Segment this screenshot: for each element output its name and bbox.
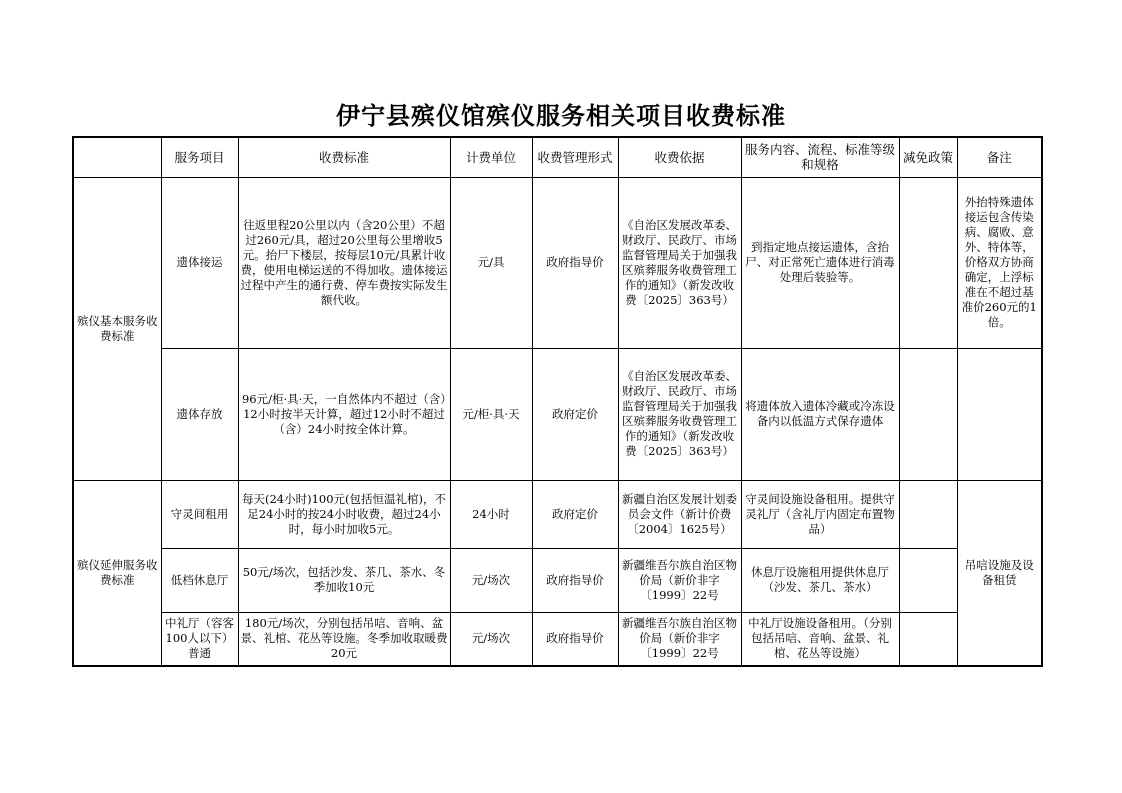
management-cell: 政府指导价	[532, 177, 618, 348]
table-row	[73, 480, 1042, 548]
content-cell: 休息厅设施租用提供休息厅（沙发、茶几、茶水）	[741, 548, 899, 612]
unit-cell: 元/场次	[450, 612, 532, 666]
content-cell: 中礼厅设施设备租用。（分别包括吊唁、音响、盆景、礼棺、花丛等设施）	[741, 612, 899, 666]
management-cell: 政府定价	[532, 480, 618, 548]
category-cell: 殡仪基本服务收费标准	[73, 177, 161, 480]
unit-cell: 元/柜·具·天	[450, 348, 532, 480]
content-cell: 将遗体放入遗体冷藏或冷冻设备内以低温方式保存遗体	[741, 348, 899, 480]
header-row	[73, 137, 1042, 177]
content-cell: 到指定地点接运遗体，含抬尸、对正常死亡遗体进行消毒处理后装验等。	[741, 177, 899, 348]
header-basis: 收费依据	[618, 137, 741, 177]
fee-table	[72, 136, 1043, 667]
table-row	[73, 612, 1042, 666]
relief-cell	[899, 177, 957, 348]
management-cell: 政府指导价	[532, 548, 618, 612]
relief-cell	[899, 612, 957, 666]
relief-cell	[899, 480, 957, 548]
header-management: 收费管理形式	[532, 137, 618, 177]
standard-cell: 往返里程20公里以内（含20公里）不超过260元/具，超过20公里每公里增收5元。抬尸下楼层，按每层10元/具累计收费，使用电梯运送的不得加收。遗体接运过程中产生的通行费、停车费按实际发生额代收。	[238, 177, 450, 348]
basis-cell: 《自治区发展改革委、财政厅、民政厅、市场监督管理局关于加强我区殡葬服务收费管理工作的通知》（新发改收费〔2025〕363号）	[618, 348, 741, 480]
item-cell: 守灵间租用	[161, 480, 238, 548]
header-standard: 收费标准	[238, 137, 450, 177]
standard-cell: 每天(24小时)100元(包括恒温礼棺)，不足24小时的按24小时收费，超过24小时，每小时加收5元。	[238, 480, 450, 548]
remarks-cell	[957, 348, 1042, 480]
standard-cell: 180元/场次，分别包括吊唁、音响、盆景、礼棺、花丛等设施。冬季加收取暖费20元	[238, 612, 450, 666]
header-content: 服务内容、流程、标准等级和规格	[741, 137, 899, 177]
item-cell: 中礼厅（容客100人以下）普通	[161, 612, 238, 666]
basis-cell: 新疆维吾尔族自治区物价局（新价非字〔1999〕22号	[618, 612, 741, 666]
management-cell: 政府指导价	[532, 612, 618, 666]
remarks-cell: 吊唁设施及设备租赁	[957, 480, 1042, 666]
table-row	[73, 177, 1042, 348]
header-category	[73, 137, 161, 177]
header-item: 服务项目	[161, 137, 238, 177]
basis-cell: 《自治区发展改革委、财政厅、民政厅、市场监督管理局关于加强我区殡葬服务收费管理工作的通知》（新发改收费〔2025〕363号）	[618, 177, 741, 348]
header-unit: 计费单位	[450, 137, 532, 177]
basis-cell: 新疆维吾尔族自治区物价局（新价非字〔1999〕22号	[618, 548, 741, 612]
remarks-cell: 外抬特殊遗体接运包含传染病、腐败、意外、特体等，价格双方协商确定，上浮标准在不超过基准价260元的1倍。	[957, 177, 1042, 348]
unit-cell: 元/场次	[450, 548, 532, 612]
page-title: 伊宁县殡仪馆殡仪服务相关项目收费标准	[336, 101, 786, 130]
standard-cell: 50元/场次，包括沙发、茶几、茶水、冬季加收10元	[238, 548, 450, 612]
header-relief: 减免政策	[899, 137, 957, 177]
category-cell: 殡仪延伸服务收费标准	[73, 480, 161, 666]
management-cell: 政府定价	[532, 348, 618, 480]
relief-cell	[899, 548, 957, 612]
item-cell: 遗体接运	[161, 177, 238, 348]
table-row	[73, 548, 1042, 612]
unit-cell: 24小时	[450, 480, 532, 548]
header-remarks: 备注	[957, 137, 1042, 177]
item-cell: 遗体存放	[161, 348, 238, 480]
table-row	[73, 348, 1042, 480]
item-cell: 低档休息厅	[161, 548, 238, 612]
unit-cell: 元/具	[450, 177, 532, 348]
content-cell: 守灵间设施设备租用。提供守灵礼厅（含礼厅内固定布置物品）	[741, 480, 899, 548]
standard-cell: 96元/柜·具·天，一自然体内不超过（含）12小时按半天计算，超过12小时不超过（含）24小时按全体计算。	[238, 348, 450, 480]
basis-cell: 新疆自治区发展计划委员会文件（新计价费〔2004〕1625号）	[618, 480, 741, 548]
relief-cell	[899, 348, 957, 480]
